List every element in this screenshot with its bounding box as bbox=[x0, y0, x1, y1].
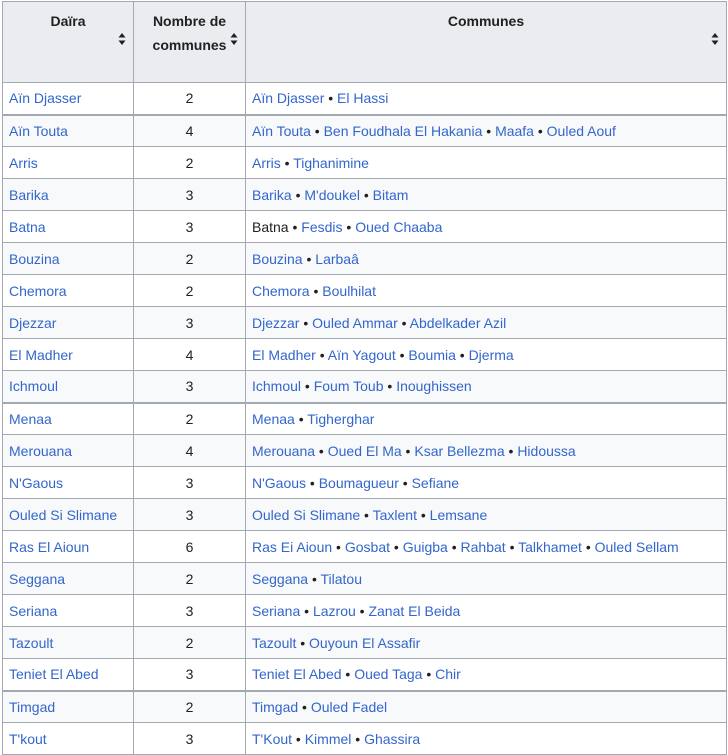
cell-daira bbox=[3, 403, 134, 435]
commune-link[interactable]: Kimmel bbox=[304, 730, 352, 747]
separator-bullet: • bbox=[342, 218, 356, 235]
separator-bullet: • bbox=[301, 378, 314, 395]
cell-daira bbox=[3, 243, 134, 275]
separator-bullet: • bbox=[383, 378, 397, 395]
cell-daira bbox=[3, 115, 134, 147]
separator-bullet: • bbox=[390, 538, 403, 555]
separator-bullet: • bbox=[581, 538, 595, 555]
cell-daira bbox=[3, 83, 134, 115]
cell-daira bbox=[3, 563, 134, 595]
commune-link[interactable]: Seriana bbox=[252, 602, 301, 619]
separator-bullet: • bbox=[308, 570, 321, 587]
separator-bullet: • bbox=[332, 538, 345, 555]
commune-link[interactable]: Ouled Sellam bbox=[594, 538, 679, 555]
commune-link[interactable]: Ras Ei Aioun bbox=[252, 538, 333, 555]
commune-link[interactable]: Bouzina bbox=[252, 250, 303, 267]
commune-link[interactable]: Rahbat bbox=[460, 538, 506, 555]
daira-link[interactable]: Ouled Si Slimane bbox=[9, 506, 118, 523]
commune-link[interactable]: Aïn Yagout bbox=[327, 346, 396, 363]
cell-communes bbox=[246, 723, 727, 755]
table-row bbox=[3, 339, 727, 371]
cell-nombre: 3 bbox=[134, 499, 246, 531]
commune-link[interactable]: Tazoult bbox=[252, 634, 297, 651]
cell-communes bbox=[246, 595, 727, 627]
cell-nombre: 2 bbox=[134, 403, 246, 435]
commune-link[interactable]: Tigherghar bbox=[307, 410, 375, 427]
commune-link[interactable]: Abdelkader Azil bbox=[409, 314, 507, 331]
cell-communes bbox=[246, 467, 727, 499]
commune-link[interactable]: Timgad bbox=[252, 698, 299, 715]
header-daira-label: Daïra bbox=[50, 13, 86, 29]
separator-bullet: • bbox=[299, 314, 313, 331]
commune-link[interactable]: Boulhilat bbox=[322, 282, 376, 299]
cell-nombre: 2 bbox=[134, 563, 246, 595]
table-row bbox=[3, 83, 727, 115]
separator-bullet: • bbox=[395, 346, 409, 363]
daira-link[interactable]: Seriana bbox=[9, 602, 58, 619]
commune-link[interactable]: El Madher bbox=[252, 346, 316, 363]
separator-bullet: • bbox=[504, 442, 518, 459]
daira-link[interactable]: Tazoult bbox=[9, 634, 54, 651]
separator-bullet: • bbox=[505, 538, 519, 555]
table-row bbox=[3, 403, 727, 435]
commune-link[interactable]: Zanat El Beida bbox=[368, 602, 461, 619]
separator-bullet: • bbox=[533, 122, 547, 139]
daira-link[interactable]: Teniet El Abed bbox=[9, 666, 99, 683]
daira-link[interactable]: Merouana bbox=[9, 442, 73, 459]
cell-communes bbox=[246, 531, 727, 563]
header-communes[interactable] bbox=[246, 2, 727, 83]
cell-nombre: 4 bbox=[134, 435, 246, 467]
commune-link[interactable]: Oued Chaaba bbox=[355, 218, 443, 235]
commune-link[interactable]: Barika bbox=[252, 186, 292, 203]
commune-link[interactable]: Merouana bbox=[252, 442, 316, 459]
separator-bullet: • bbox=[324, 90, 338, 107]
table-row bbox=[3, 627, 727, 659]
commune-link[interactable]: Chemora bbox=[252, 282, 310, 299]
commune-link[interactable]: Maafa bbox=[495, 122, 534, 139]
cell-daira bbox=[3, 275, 134, 307]
cell-communes bbox=[246, 115, 727, 147]
cell-daira bbox=[3, 339, 134, 371]
cell-communes bbox=[246, 403, 727, 435]
separator-bullet: • bbox=[309, 282, 323, 299]
separator-bullet: • bbox=[288, 218, 302, 235]
daira-link[interactable]: Seggana bbox=[9, 570, 66, 587]
separator-bullet: • bbox=[422, 666, 436, 683]
table-row bbox=[3, 275, 727, 307]
separator-bullet: • bbox=[355, 602, 369, 619]
separator-bullet: • bbox=[341, 666, 355, 683]
cell-nombre: 4 bbox=[134, 339, 246, 371]
commune-link[interactable]: Lazrou bbox=[312, 602, 356, 619]
commune-link[interactable]: Boumagueur bbox=[318, 474, 399, 491]
commune-link[interactable]: Oued El Ma bbox=[327, 442, 402, 459]
header-row bbox=[3, 2, 727, 83]
commune-link[interactable]: Djezzar bbox=[252, 314, 300, 331]
sort-updown-icon[interactable] bbox=[118, 32, 126, 46]
cell-nombre: 2 bbox=[134, 627, 246, 659]
commune-link[interactable]: Inoughissen bbox=[396, 378, 472, 395]
commune-link[interactable]: Taxlent bbox=[372, 506, 417, 523]
cell-communes bbox=[246, 211, 727, 243]
cell-daira bbox=[3, 595, 134, 627]
commune-link[interactable]: Foum Toub bbox=[313, 378, 384, 395]
cell-daira bbox=[3, 147, 134, 179]
cell-daira bbox=[3, 627, 134, 659]
separator-bullet: • bbox=[315, 442, 328, 459]
cell-communes bbox=[246, 339, 727, 371]
daira-link[interactable]: Aïn Touta bbox=[9, 122, 68, 139]
cell-communes bbox=[246, 691, 727, 723]
separator-bullet: • bbox=[298, 698, 311, 715]
commune-link[interactable]: Sefiane bbox=[411, 474, 460, 491]
commune-link[interactable]: Lemsane bbox=[429, 506, 488, 523]
daira-link[interactable]: N'Gaous bbox=[9, 474, 64, 491]
separator-bullet: • bbox=[455, 346, 469, 363]
cell-communes bbox=[246, 659, 727, 691]
cell-nombre: 2 bbox=[134, 147, 246, 179]
separator-bullet: • bbox=[300, 602, 313, 619]
header-communes-label: Communes bbox=[447, 13, 525, 29]
daira-link[interactable]: Ichmoul bbox=[9, 378, 59, 395]
cell-communes bbox=[246, 563, 727, 595]
separator-bullet: • bbox=[291, 186, 305, 203]
commune-link[interactable]: Chir bbox=[435, 666, 461, 683]
sort-updown-icon[interactable] bbox=[711, 32, 719, 46]
commune-link[interactable]: Ben Foudhala El Hakania bbox=[323, 122, 483, 139]
cell-nombre: 3 bbox=[134, 595, 246, 627]
cell-nombre: 3 bbox=[134, 179, 246, 211]
cell-nombre: 2 bbox=[134, 83, 246, 115]
table-row bbox=[3, 723, 727, 755]
separator-bullet: • bbox=[306, 474, 319, 491]
cell-daira bbox=[3, 179, 134, 211]
separator-bullet: • bbox=[292, 730, 305, 747]
separator-bullet: • bbox=[416, 506, 430, 523]
cell-communes bbox=[246, 499, 727, 531]
header-nombre-line1: Nombre de bbox=[152, 13, 227, 29]
separator-bullet: • bbox=[294, 410, 308, 427]
header-daira[interactable] bbox=[3, 2, 134, 83]
commune-link[interactable]: Ouled Ammar bbox=[312, 314, 398, 331]
daira-link[interactable]: T'kout bbox=[9, 730, 47, 747]
separator-bullet: • bbox=[296, 634, 310, 651]
cell-communes bbox=[246, 243, 727, 275]
daira-link[interactable]: Barika bbox=[9, 186, 49, 203]
daira-link[interactable]: Timgad bbox=[9, 698, 56, 715]
cell-communes bbox=[246, 627, 727, 659]
cell-communes bbox=[246, 307, 727, 339]
cell-nombre: 3 bbox=[134, 307, 246, 339]
cell-daira bbox=[3, 467, 134, 499]
cell-nombre: 4 bbox=[134, 115, 246, 147]
commune-link[interactable]: Ghassira bbox=[364, 730, 421, 747]
commune-link[interactable]: Gosbat bbox=[344, 538, 390, 555]
table-row bbox=[3, 499, 727, 531]
cell-nombre: 2 bbox=[134, 691, 246, 723]
commune-link[interactable]: Ksar Bellezma bbox=[414, 442, 505, 459]
daira-link[interactable]: Bouzina bbox=[9, 250, 60, 267]
table-row bbox=[3, 307, 727, 339]
commune-link[interactable]: Talkhamet bbox=[518, 538, 582, 555]
commune-link[interactable]: M'doukel bbox=[304, 186, 360, 203]
commune-link[interactable]: Hidoussa bbox=[517, 442, 576, 459]
daira-link[interactable]: Chemora bbox=[9, 282, 67, 299]
separator-bullet: • bbox=[447, 538, 461, 555]
commune-link[interactable]: Aïn Touta bbox=[252, 122, 311, 139]
cell-daira bbox=[3, 435, 134, 467]
cell-communes bbox=[246, 83, 727, 115]
daira-link[interactable]: Menaa bbox=[9, 410, 52, 427]
commune-link[interactable]: Larbaâ bbox=[315, 250, 359, 267]
commune-link[interactable]: Ouyoun El Assafir bbox=[309, 634, 421, 651]
table-row bbox=[3, 147, 727, 179]
separator-bullet: • bbox=[302, 250, 316, 267]
cell-communes bbox=[246, 147, 727, 179]
table-row bbox=[3, 243, 727, 275]
table-row bbox=[3, 531, 727, 563]
commune-link[interactable]: Ouled Aouf bbox=[546, 122, 616, 139]
sort-updown-icon[interactable] bbox=[230, 32, 238, 46]
table-row bbox=[3, 371, 727, 403]
cell-nombre: 6 bbox=[134, 531, 246, 563]
commune-link[interactable]: Tilatou bbox=[320, 570, 363, 587]
separator-bullet: • bbox=[482, 122, 496, 139]
cell-nombre: 2 bbox=[134, 275, 246, 307]
separator-bullet: • bbox=[310, 122, 324, 139]
cell-daira bbox=[3, 499, 134, 531]
separator-bullet: • bbox=[398, 474, 412, 491]
cell-communes bbox=[246, 371, 727, 403]
cell-daira bbox=[3, 307, 134, 339]
commune-link[interactable]: Teniet El Abed bbox=[252, 666, 342, 683]
daira-link[interactable]: Ras El Aioun bbox=[9, 538, 90, 555]
cell-daira bbox=[3, 723, 134, 755]
commune-link[interactable]: Fesdis bbox=[301, 218, 343, 235]
table-row bbox=[3, 659, 727, 691]
dairas-table bbox=[2, 1, 727, 755]
commune-link[interactable]: Tighanimine bbox=[293, 154, 369, 171]
table-row bbox=[3, 595, 727, 627]
cell-communes bbox=[246, 179, 727, 211]
separator-bullet: • bbox=[397, 314, 410, 331]
daira-link[interactable]: Arris bbox=[9, 154, 38, 171]
header-nombre-line2: communes bbox=[152, 37, 227, 53]
commune-link[interactable]: Seggana bbox=[252, 570, 309, 587]
commune-link[interactable]: Guigba bbox=[402, 538, 448, 555]
daira-link[interactable]: Djezzar bbox=[9, 314, 57, 331]
cell-nombre: 3 bbox=[134, 723, 246, 755]
table-row bbox=[3, 563, 727, 595]
cell-daira bbox=[3, 691, 134, 723]
cell-nombre: 3 bbox=[134, 211, 246, 243]
commune-link[interactable]: El Hassi bbox=[337, 90, 389, 107]
commune-link[interactable]: Menaa bbox=[252, 410, 295, 427]
table-row bbox=[3, 179, 727, 211]
commune-link[interactable]: Arris bbox=[252, 154, 281, 171]
commune-link[interactable]: Ichmoul bbox=[252, 378, 302, 395]
commune-link[interactable]: Ouled Si Slimane bbox=[252, 506, 361, 523]
commune-link[interactable]: Bitam bbox=[372, 186, 409, 203]
separator-bullet: • bbox=[359, 186, 373, 203]
cell-nombre: 3 bbox=[134, 467, 246, 499]
cell-nombre: 3 bbox=[134, 371, 246, 403]
table-row bbox=[3, 467, 727, 499]
table-row bbox=[3, 115, 727, 147]
commune-link[interactable]: Batna bbox=[252, 218, 289, 235]
separator-bullet: • bbox=[401, 442, 415, 459]
cell-daira bbox=[3, 659, 134, 691]
table-row bbox=[3, 691, 727, 723]
cell-daira bbox=[3, 211, 134, 243]
cell-daira bbox=[3, 531, 134, 563]
cell-nombre: 2 bbox=[134, 243, 246, 275]
separator-bullet: • bbox=[360, 506, 373, 523]
commune-link[interactable]: Aïn Djasser bbox=[252, 90, 325, 107]
daira-link[interactable]: Batna bbox=[9, 218, 46, 235]
table-row bbox=[3, 435, 727, 467]
commune-link[interactable]: Boumia bbox=[408, 346, 456, 363]
cell-nombre: 3 bbox=[134, 659, 246, 691]
commune-link[interactable]: Oued Taga bbox=[354, 666, 423, 683]
daira-link[interactable]: Aïn Djasser bbox=[9, 90, 82, 107]
commune-link[interactable]: N'Gaous bbox=[252, 474, 307, 491]
separator-bullet: • bbox=[280, 154, 294, 171]
commune-link[interactable]: T'Kout bbox=[252, 730, 293, 747]
table-row bbox=[3, 211, 727, 243]
cell-daira bbox=[3, 371, 134, 403]
daira-link[interactable]: El Madher bbox=[9, 346, 73, 363]
commune-link[interactable]: Djerma bbox=[468, 346, 514, 363]
table-body bbox=[3, 83, 727, 755]
cell-communes bbox=[246, 275, 727, 307]
cell-communes bbox=[246, 435, 727, 467]
commune-link[interactable]: Ouled Fadel bbox=[310, 698, 388, 715]
header-nombre[interactable] bbox=[134, 2, 246, 83]
separator-bullet: • bbox=[315, 346, 328, 363]
separator-bullet: • bbox=[351, 730, 365, 747]
